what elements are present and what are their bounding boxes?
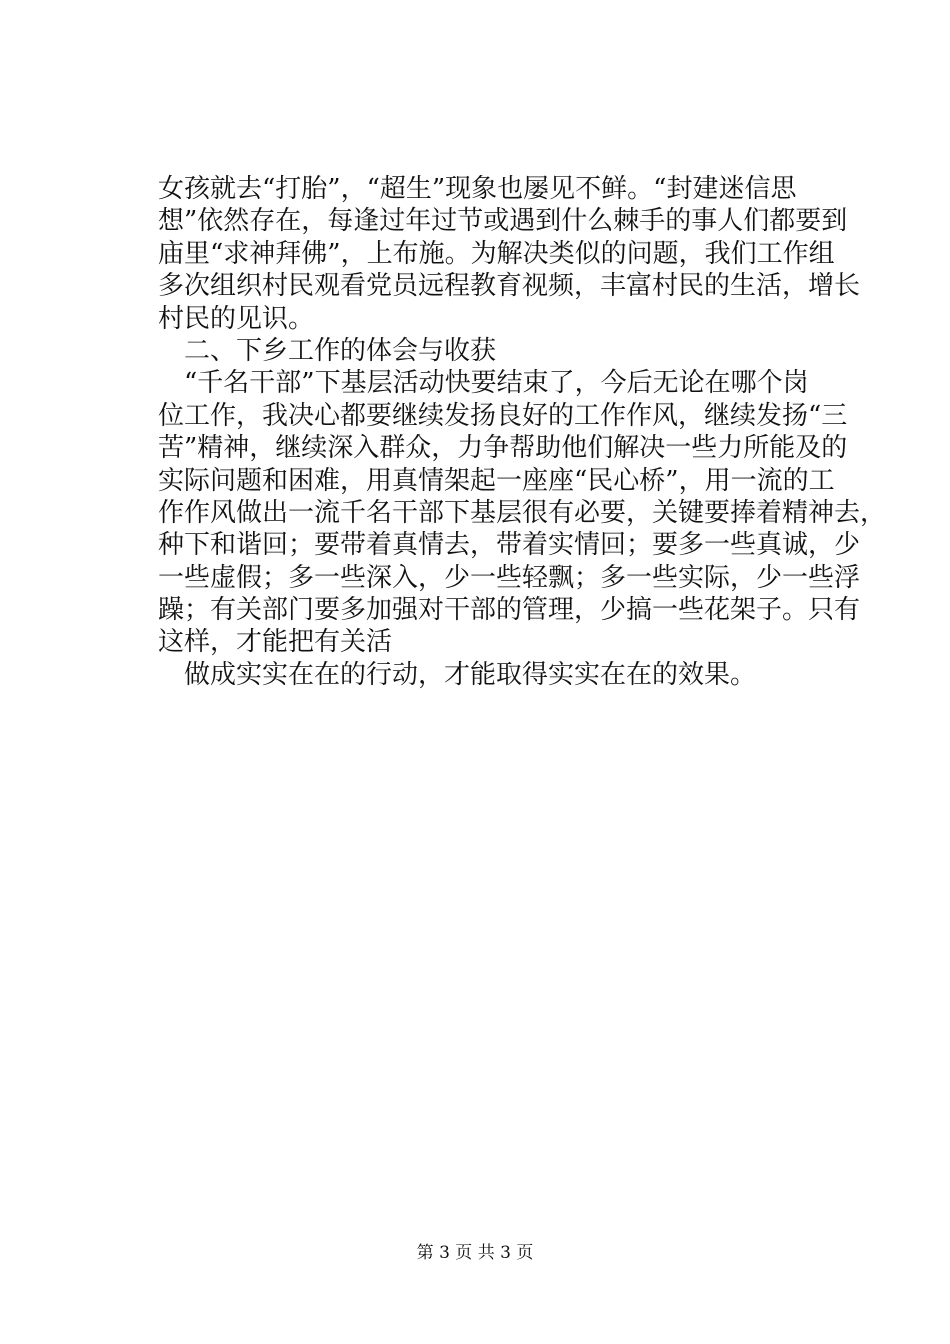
text-line: 想”依然存在，每逢过年过节或遇到什么棘手的事人们都要到 <box>158 206 848 237</box>
text-line: 村民的见识。 <box>158 303 315 334</box>
text-line: 庙里“求神拜佛”，上布施。为解决类似的问题，我们工作组 <box>158 238 835 269</box>
text-line: 做成实实在在的行动，才能取得实实在在的效果。 <box>184 659 757 690</box>
page-footer: 第 3 页 共 3 页 <box>416 1243 534 1263</box>
section-heading: 二、下乡工作的体会与收获 <box>184 335 497 366</box>
text-line: 一些虚假；多一些深入，少一些轻飘；多一些实际，少一些浮 <box>158 562 861 593</box>
text-line: 多次组织村民观看党员远程教育视频，丰富村民的生活，增长 <box>158 271 861 302</box>
text-line: 女孩就去“打胎”，“超生”现象也屡见不鲜。“封建迷信思 <box>158 174 797 204</box>
text-line: 躁；有关部门要多加强对干部的管理，少搞一些花架子。只有 <box>158 595 861 626</box>
text-line: 实际问题和困难，用真情架起一座座“民心桥”，用一流的工 <box>158 465 835 496</box>
text-line: 苦”精神，继续深入群众，力争帮助他们解决一些力所能及的 <box>158 433 848 464</box>
text-line: “千名干部”下基层活动快要结束了，今后无论在哪个岗 <box>184 368 809 399</box>
text-line: 位工作，我决心都要继续发扬良好的工作作风，继续发扬“三 <box>158 400 848 431</box>
body-text <box>158 173 887 691</box>
text-line: 种下和谐回；要带着真情去，带着实情回；要多一些真诚，少 <box>158 530 861 561</box>
text-line: 这样，才能把有关活 <box>158 627 393 658</box>
text-line: 作作风做出一流千名干部下基层很有必要，关键要捧着精神去， <box>158 497 887 528</box>
